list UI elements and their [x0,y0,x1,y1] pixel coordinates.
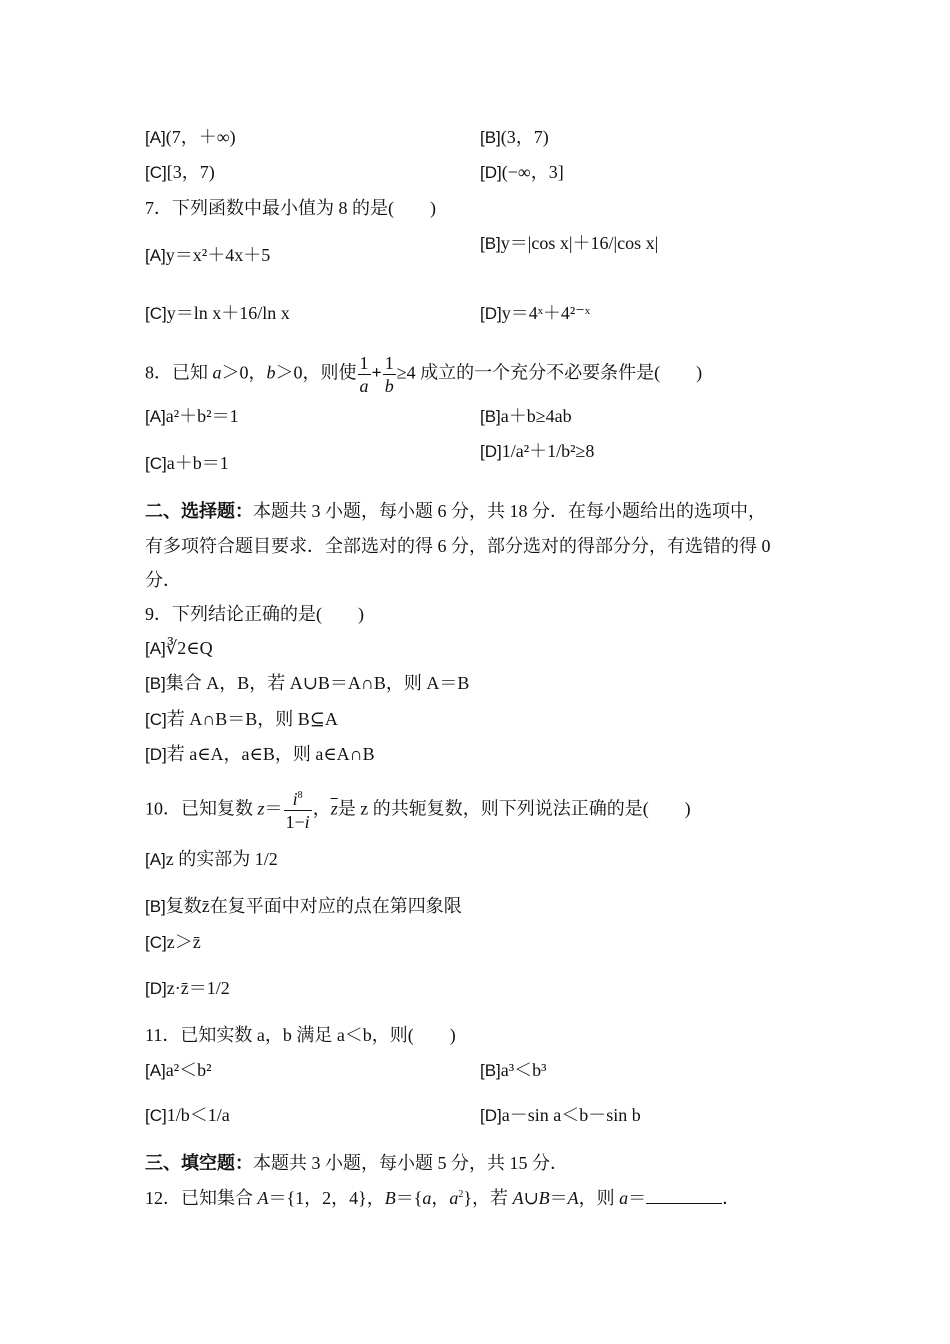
q10-option-c: [C]z＞z̄ [145,932,201,952]
q7-option-a-text: y＝x²＋4x＋5 [165,245,271,265]
q11-stem: 11．已知实数 a，b 满足 a＜b，则( ) [145,1025,456,1045]
section3-line: 三、填空题：本题共 3 小题，每小题 5 分，共 15 分． [145,1153,568,1173]
q7-option-a: [A]y＝x²＋4x＋5 [145,245,271,265]
section2-line3: 分． [145,570,181,590]
q7-option-c: [C]y＝ln x＋16/ln x [145,303,290,323]
q10-option-b: [B]复数z̄在复平面中对应的点在第四象限 [145,896,462,916]
q8-option-b: [B]a＋b≥4ab [480,406,572,426]
q10-option-a: [A]z 的实部为 1/2 [145,849,278,869]
q8-option-c: [C]a＋b＝1 [145,453,229,473]
q7-option-b: [B]y＝|cos x|＋16/|cos x| [480,233,659,253]
q6-option-b: [B](3，7) [480,127,549,147]
q7-option-c-text: y＝ln x＋16/ln x [166,303,290,323]
q6-option-c: [C][3，7) [145,162,215,182]
q11-option-c: [C]1/b＜1/a [145,1105,230,1125]
q9-option-c: [C]若 A∩B＝B，则 B⊆A [145,709,338,729]
q9-option-b: [B]集合 A，B，若 A∪B＝A∩B，则 A＝B [145,673,470,693]
q9-option-a: [A]∛2∈Q [145,638,213,658]
q7-option-d-text: y＝4ˣ＋4²⁻ˣ [501,303,591,323]
q7-option-b-text: y＝|cos x|＋16/|cos x| [500,233,659,253]
q6-option-d: [D](−∞，3] [480,162,564,182]
answer-blank[interactable] [646,1187,722,1204]
q7-stem: 7．下列函数中最小值为 8 的是( ) [145,198,436,218]
q8-option-d: [D]1/a²＋1/b²≥8 [480,441,595,461]
q10-option-d: [D]z·z̄＝1/2 [145,978,230,998]
section2-line1: 二、选择题：本题共 3 小题，每小题 6 分，共 18 分．在每小题给出的选项中， [145,501,766,521]
q7-option-d: [D]y＝4ˣ＋4²⁻ˣ [480,303,591,323]
q11-option-d: [D]a－sin a＜b－sin b [480,1105,641,1125]
q6-option-a: [A](7，＋∞) [145,127,236,147]
q8-option-a: [A]a²＋b²＝1 [145,406,239,426]
q11-option-b: [B]a³＜b³ [480,1060,547,1080]
q10-stem: 10．已知复数 z＝ $\frac{i^8}{1-i}$ ，$\overline{z}$是 z 的共轭复数，则下列说法正确的是( ) [145,789,691,832]
q9-option-d: [D]若 a∈A，a∈B，则 a∈A∩B [145,744,375,764]
q8-stem: 8．已知 a＞0，b＞0，则使 $\frac{1}{a}$ + $\frac{1}{b}$ ≥4 成立的一个充分不必要条件是( ) [145,353,703,396]
q11-option-a: [A]a²＜b² [145,1060,212,1080]
q12-stem: 12．已知集合 A＝{1，2，4}，B＝{a，$a^2$}，若 A∪B＝A，则 a＝ ． [145,1188,741,1208]
section2-line2: 有多项符合题目要求．全部选对的得 6 分，部分选对的得部分分，有选错的得 0 [145,536,771,556]
q9-stem: 9．下列结论正确的是( ) [145,604,364,624]
